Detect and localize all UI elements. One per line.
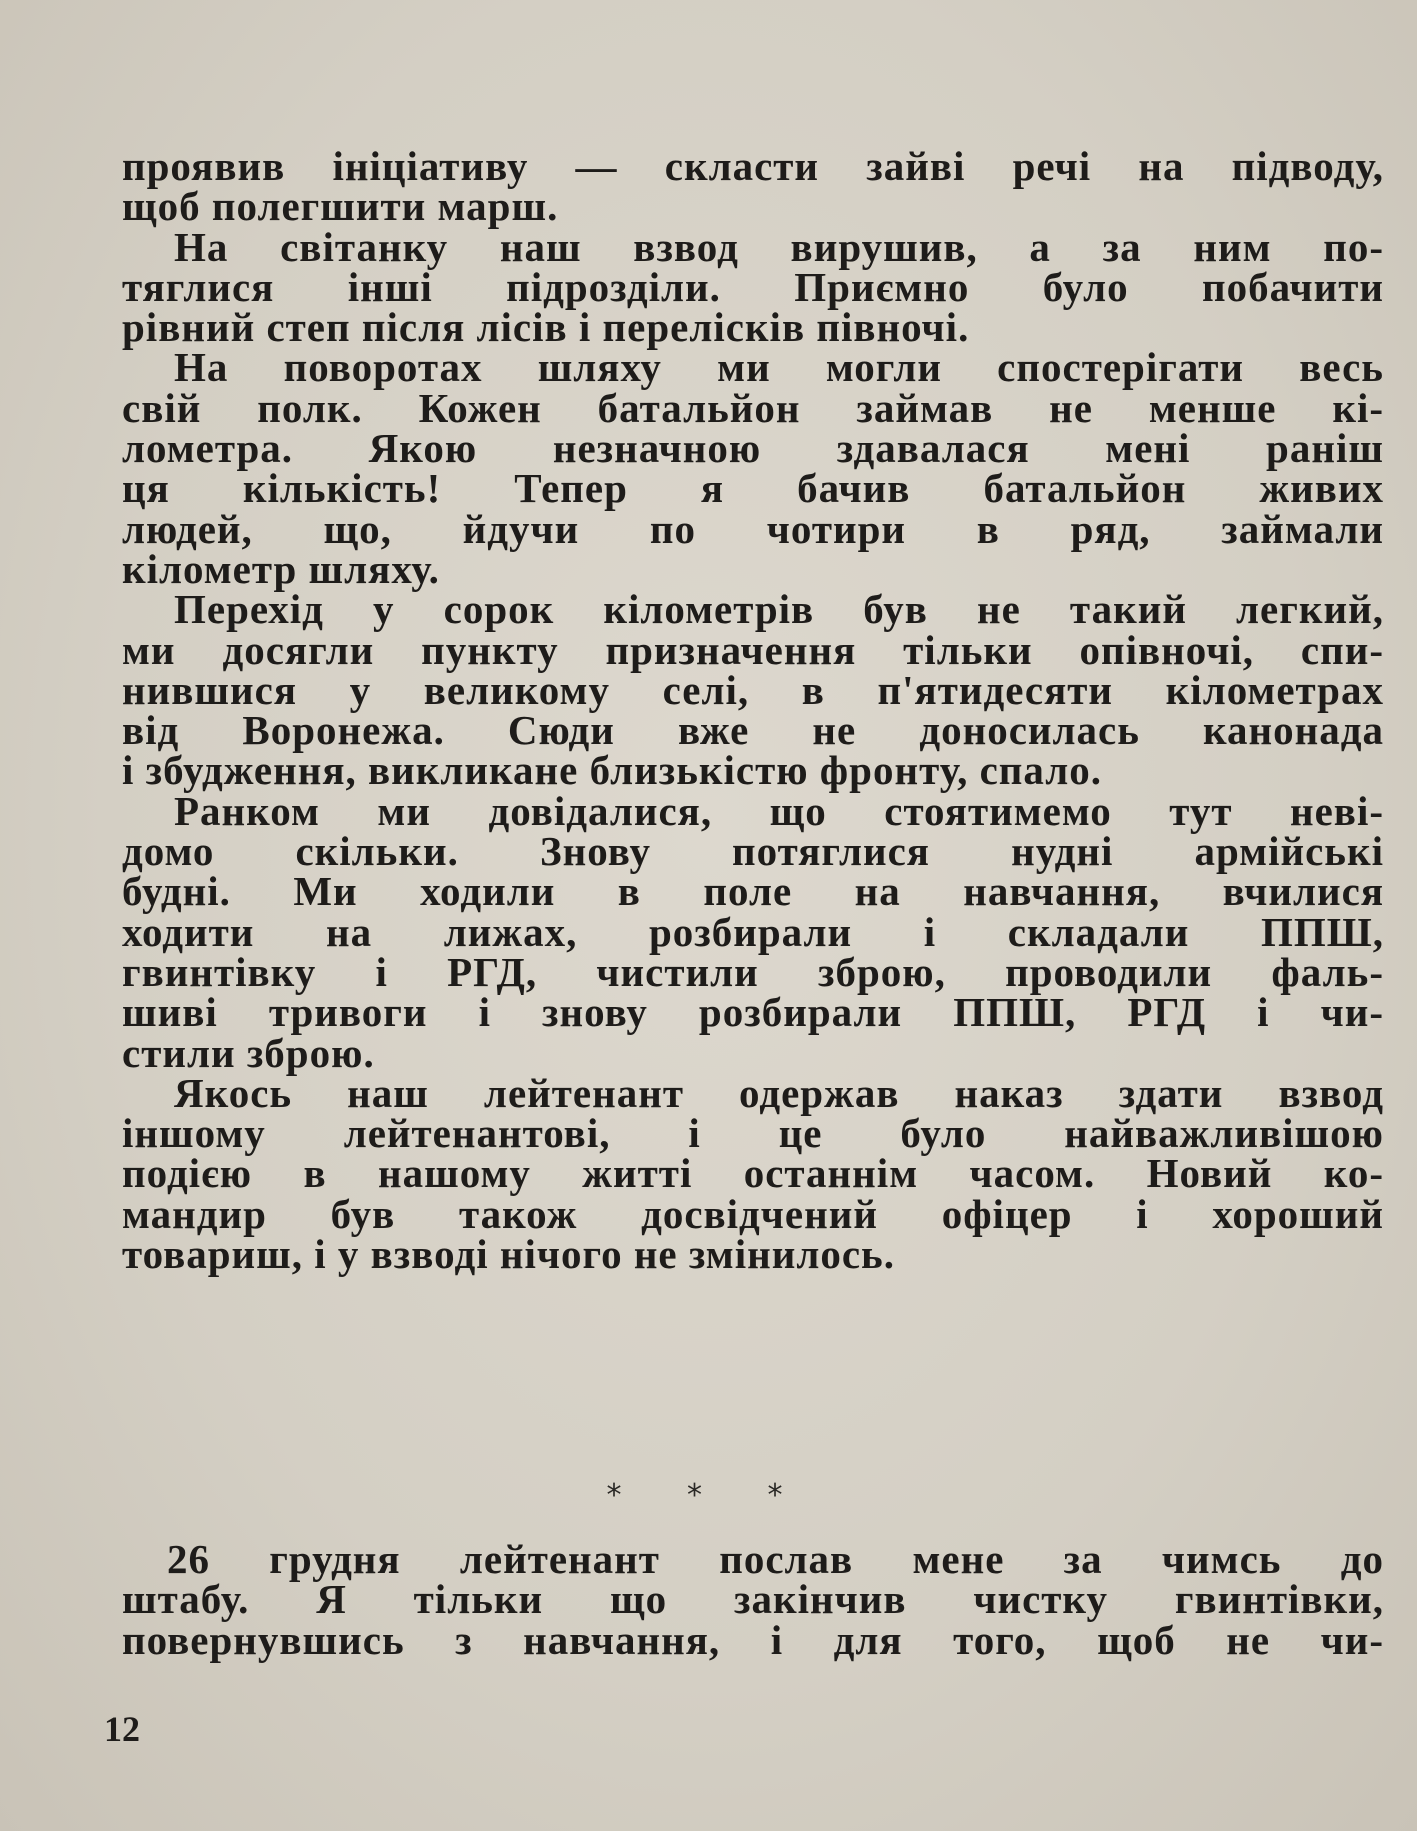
text-line: ходити на лижах, розбирали і складали ППШ,: [122, 908, 1384, 955]
text-line: товариш, і у взводі нічого не змінилось.: [122, 1231, 895, 1278]
page-number: 12: [104, 1709, 140, 1749]
text-line: щоб полегшити марш.: [122, 183, 559, 230]
text-line: людей, що, йдучи по чотири в ряд, займали: [122, 505, 1384, 552]
text-line: ця кількість! Тепер я бачив батальйон живих: [122, 465, 1384, 512]
text-line: тяглися інші підрозділи. Приємно було побачити: [122, 263, 1384, 310]
main-text: [122, 143, 1384, 1278]
text-line: Якось наш лейтенант одержав наказ здати взвод: [174, 1069, 1384, 1116]
text-line: свій полк. Кожен батальйон займав не менше кі-: [122, 384, 1384, 431]
text-line: шиві тривоги і знову розбирали ППШ, РГД і чи-: [122, 989, 1384, 1036]
text-line: домо скільки. Знову потяглися нудні армійські: [122, 828, 1384, 875]
text-line: кілометр шляху.: [122, 545, 440, 592]
text-line: ми досягли пункту призначення тільки опівночі, спи-: [122, 626, 1384, 673]
text-line: іншому лейтенантові, і це було найважливішою: [122, 1110, 1384, 1157]
text-line: На поворотах шляху ми могли спостерігати весь: [174, 344, 1384, 391]
text-line: рівний степ після лісів і перелісків півночі.: [122, 304, 970, 351]
text-line: від Воронежа. Сюди вже не доносилась канонада: [122, 707, 1384, 754]
section-separator: * * *: [606, 1478, 811, 1513]
text-line: будні. Ми ходили в поле на навчання, вчилися: [122, 868, 1384, 915]
text-line: Перехід у сорок кілометрів був не такий легкий,: [174, 586, 1384, 633]
text-line: повернувшись з навчання, і для того, щоб не чи-: [122, 1616, 1384, 1663]
text-line: На світанку наш взвод вирушив, а за ним по-: [174, 223, 1384, 270]
text-line: і збудження, викликане близькістю фронту, спало.: [122, 747, 1103, 794]
text-line: 26 грудня лейтенант послав мене за чимсь до: [167, 1536, 1384, 1582]
text-line: проявив ініціативу — скласти зайві речі на підводу,: [122, 143, 1384, 189]
text-line: Ранком ми довідалися, що стоятимемо тут неві-: [174, 787, 1384, 834]
text-line: гвинтівку і РГД, чистили зброю, проводили фаль-: [122, 948, 1384, 995]
continued-text: [122, 1536, 1384, 1663]
text-line: лометра. Якою незначною здавалася мені раніш: [122, 425, 1384, 472]
text-line: подією в нашому житті останнім часом. Новий ко-: [122, 1150, 1384, 1197]
text-line: стили зброю.: [122, 1029, 375, 1076]
text-line: штабу. Я тільки що закінчив чистку гвинтівки,: [122, 1576, 1384, 1623]
text-line: нившися у великому селі, в п'ятидесяти кілометрах: [122, 666, 1384, 713]
text-line: мандир був також досвідчений офіцер і хороший: [122, 1190, 1384, 1237]
